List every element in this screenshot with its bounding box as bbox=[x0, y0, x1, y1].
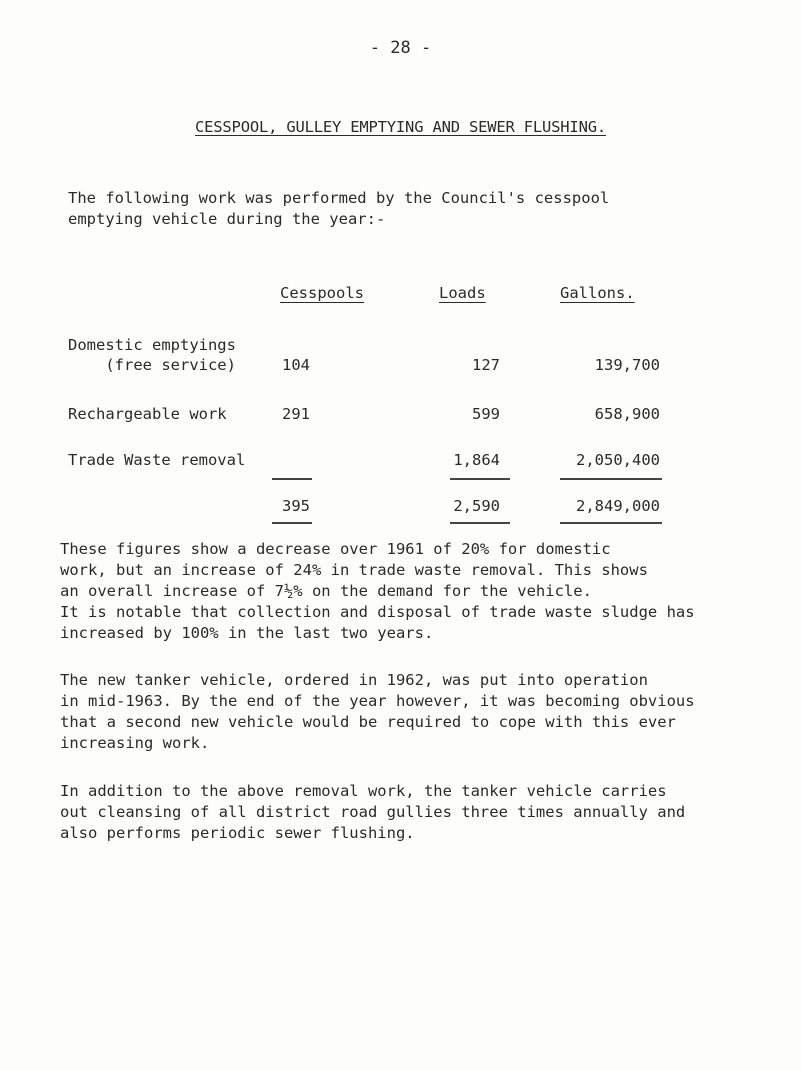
paragraph-tanker bbox=[60, 670, 760, 754]
intro-line: emptying vehicle during the year:- bbox=[68, 210, 386, 228]
cell-gallons: 658,900 bbox=[594, 405, 660, 423]
cell-gallons: 2,050,400 bbox=[576, 451, 660, 469]
total-cesspools: 395 bbox=[282, 497, 310, 515]
cell-loads: 127 bbox=[472, 356, 500, 374]
paragraph-line: increased by 100% in the last two years. bbox=[60, 624, 434, 642]
total-rule-cesspools bbox=[272, 478, 312, 480]
page-number: - 28 - bbox=[369, 38, 432, 58]
paragraph-line: an overall increase of 7½% on the demand for the vehicle. bbox=[60, 582, 592, 600]
intro-line: The following work was performed by the Council's cesspool bbox=[68, 189, 610, 207]
paragraph-line: work, but an increase of 24% in trade waste removal. This shows bbox=[60, 561, 648, 579]
row-label: Domestic emptyings bbox=[68, 336, 236, 354]
paragraph-additional-work bbox=[60, 781, 760, 844]
paragraph-line: in mid-1963. By the end of the year however, it was becoming obvious bbox=[60, 692, 695, 710]
row-label-continued: (free service) bbox=[68, 356, 236, 374]
cell-cesspools: 104 bbox=[282, 356, 310, 374]
paragraph-line: It is notable that collection and disposal of trade waste sludge has bbox=[60, 603, 695, 621]
column-header-loads: Loads bbox=[439, 284, 486, 302]
paragraph-line: out cleansing of all district road gullies three times annually and bbox=[60, 803, 686, 821]
intro-paragraph bbox=[68, 188, 768, 230]
page-heading: CESSPOOL, GULLEY EMPTYING AND SEWER FLUSHING. bbox=[195, 118, 606, 136]
paragraph-figures bbox=[60, 539, 760, 644]
column-header-gallons: Gallons. bbox=[560, 284, 635, 302]
total-loads: 2,590 bbox=[453, 497, 500, 515]
total-rule-loads bbox=[450, 478, 510, 480]
total-underline-cesspools bbox=[272, 522, 312, 524]
column-header-cesspools: Cesspools bbox=[280, 284, 364, 302]
paragraph-line: also performs periodic sewer flushing. bbox=[60, 824, 415, 842]
cell-gallons: 139,700 bbox=[594, 356, 660, 374]
total-rule-gallons bbox=[560, 478, 662, 480]
total-underline-gallons bbox=[560, 522, 662, 524]
cell-loads: 599 bbox=[472, 405, 500, 423]
paragraph-line: that a second new vehicle would be required to cope with this ever bbox=[60, 713, 676, 731]
cell-cesspools: 291 bbox=[282, 405, 310, 423]
cell-loads: 1,864 bbox=[453, 451, 500, 469]
total-gallons: 2,849,000 bbox=[576, 497, 660, 515]
total-underline-loads bbox=[450, 522, 510, 524]
row-label: Trade Waste removal bbox=[68, 451, 246, 469]
row-label: Rechargeable work bbox=[68, 405, 227, 423]
paragraph-line: These figures show a decrease over 1961 of 20% for domestic bbox=[60, 540, 611, 558]
paragraph-line: The new tanker vehicle, ordered in 1962, was put into operation bbox=[60, 671, 648, 689]
paragraph-line: In addition to the above removal work, the tanker vehicle carries bbox=[60, 782, 667, 800]
paragraph-line: increasing work. bbox=[60, 734, 210, 752]
